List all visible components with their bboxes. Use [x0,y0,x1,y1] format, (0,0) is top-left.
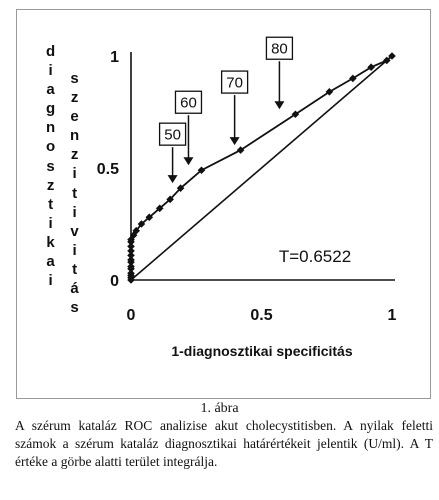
axis-label-letter: z [46,176,55,194]
chart-lines [131,56,392,280]
axis-label-letter: t [72,184,78,202]
axis-label-letter: e [70,108,79,126]
x-tick-label: 1 [387,307,397,324]
threshold-label: 50 [164,126,181,144]
axis-label-letter: s [70,70,79,87]
threshold-arrow-head [168,175,178,183]
axis-label-letter: a [46,253,55,271]
threshold-arrow-head [230,137,240,145]
y-axis-label-right [70,69,79,317]
threshold-label: 60 [180,94,197,112]
y-tick-label: 1 [110,49,119,66]
axis-label-letter: á [70,280,79,298]
axis-label-letter: i [72,203,77,221]
auc-stat-text: T=0.6522 [278,247,352,266]
axis-label-letter: g [46,100,56,118]
y-axis-label-left [46,42,55,290]
axis-label-letter: z [70,146,79,164]
axis-label-letter: i [48,272,53,290]
chart-annotations [160,37,293,183]
threshold-arrow-head [183,157,193,165]
threshold-label: 80 [271,40,288,58]
axis-label-letter: i [72,165,77,183]
axis-label-letter: n [46,119,56,137]
x-tick-label: 0.5 [250,307,273,324]
axis-label-letter: t [72,260,78,278]
axis-label-letter: a [46,81,55,99]
threshold-label: 70 [226,74,243,92]
y-tick-label: 0 [110,273,119,290]
axis-label-letter: i [48,214,53,232]
figure-caption: A szérum kataláz ROC analizise akut cholecystitisben. A nyilak feletti számok a szérum kataláz diagnosztikai határértékeit jelentik (U/ml). A T értéke a görbe alatti terület integrálja. [15,418,433,469]
figure-number: 1. ábra [200,401,239,416]
reference-diagonal [131,56,392,280]
x-tick-label: 0 [126,307,136,324]
threshold-arrow-head [274,101,284,109]
axis-label-letter: i [48,62,53,80]
axis-label-letter: i [72,241,77,259]
axis-label-letter: n [70,127,80,145]
axis-label-letter: o [46,138,56,156]
axis-label-letter: t [48,195,54,213]
axis-label-letter: s [70,299,79,317]
axis-label-letter: k [46,233,55,251]
axis-label-letter: d [46,43,56,60]
axis-label-letter: z [70,89,79,107]
axis-label-letter: v [70,222,79,240]
y-tick-label: 0.5 [96,161,119,178]
x-axis-label: 1-diagnosztikai specificitás [171,343,353,359]
axis-label-letter: s [46,157,55,175]
